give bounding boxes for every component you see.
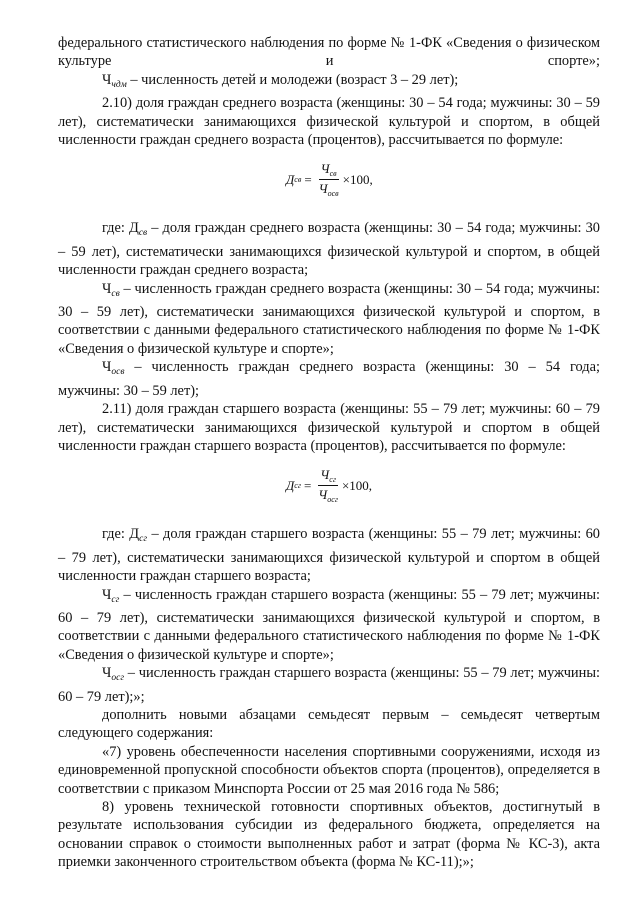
- formula-equals: =: [303, 477, 312, 493]
- symbol: Ч: [102, 359, 112, 376]
- symbol-subscript: осг: [111, 673, 125, 684]
- definition-text: – численность граждан старшего возраста (женщины: 55 – 79 лет; мужчины: 60 – 79 лет);»;: [58, 665, 600, 705]
- formula-denominator-subscript: осв: [327, 189, 339, 199]
- formula-equals: =: [304, 171, 312, 187]
- formula-senior-age: [58, 455, 600, 525]
- formula-numerator-subscript: сг: [329, 475, 336, 485]
- paragraph-text: «7) уровень обеспеченности населения спортивными сооружениями, исходя из единовременной пропускной способности объектов спорта (процентов), определяется в соответствии с приказом Минспорта России от 25 мая 2016 года № 586;: [58, 743, 600, 797]
- symbol: Ч: [102, 665, 112, 682]
- formula-multiplier: ×100,: [341, 477, 373, 493]
- formula-denominator: Ч: [318, 487, 328, 503]
- formula-fraction: [317, 161, 341, 198]
- document-page: [58, 34, 600, 872]
- symbol-subscript: сг: [111, 594, 120, 605]
- definition-text: – доля граждан среднего возраста (женщины: 30 – 54 года; мужчины: 30 – 59 лет), систематически занимающихся физической культурой и спортом, в общей численности граждан среднего возраста;: [58, 220, 600, 279]
- formula-denominator: Ч: [318, 181, 328, 197]
- symbol: где: Д: [102, 526, 140, 543]
- paragraph-text: 8) уровень технической готовности спортивных объектов, достигнутый в результате использования субсидии из федерального бюджета, определяется на основании справок о стоимости выполненных работ и затрат (форма № КС-3), акта приемки законченного строительством объекта (форма № КС-11);»;: [58, 799, 600, 871]
- definition-text: – доля граждан старшего возраста (женщины: 55 – 79 лет; мужчины: 60 – 79 лет), систематически занимающихся физической культурой и спортом в общей численности граждан старшего возраста;: [58, 526, 600, 585]
- formula-numerator-subscript: св: [329, 169, 337, 179]
- formula-lhs-subscript: сг: [294, 481, 301, 491]
- definition-text: – численность граждан старшего возраста (женщины: 55 – 79 лет; мужчины: 60 – 79 лет), систематически занимающихся физической культурой и спортом, в соответствии с данными федерального статистического наблюдения по форме № 1-ФК «Сведения о физической культуре и спорте»;: [58, 586, 600, 663]
- paragraph-definition-chosv: [58, 358, 600, 400]
- paragraph-text: 2.11) доля граждан старшего возраста (женщины: 55 – 79 лет; мужчины: 60 – 79 лет), систематически занимающихся физической культурой и спортом в общей численности граждан старшего возраста (процентов), рассчитывается по формуле:: [58, 401, 600, 454]
- definition-text: – численность детей и молодежи (возраст 3 – 29 лет);: [126, 71, 459, 88]
- paragraph-definition-dsv: [58, 219, 600, 279]
- formula-denominator-subscript: осг: [327, 495, 338, 505]
- paragraph-item-7: [58, 743, 600, 798]
- symbol-subscript: осв: [111, 367, 125, 378]
- formula-middle-age: [58, 149, 600, 219]
- formula-lhs: Д: [286, 477, 295, 493]
- symbol-subscript: чдм: [111, 79, 127, 90]
- symbol-subscript: св: [111, 288, 120, 299]
- paragraph-item-8: [58, 798, 600, 872]
- formula-fraction: [316, 467, 340, 504]
- paragraph-definition-chosg: [58, 664, 600, 706]
- paragraph-definition-dsg: [58, 525, 600, 585]
- symbol-subscript: св: [138, 228, 148, 239]
- paragraph-definition-chdm: [58, 71, 600, 94]
- symbol: где: Д: [102, 220, 139, 237]
- symbol-subscript: сг: [139, 534, 148, 545]
- paragraph-item-2-11: [58, 400, 600, 455]
- symbol: Ч: [102, 586, 112, 603]
- formula-numerator: Ч: [320, 467, 330, 483]
- paragraph-continuation: [58, 34, 600, 71]
- definition-text: – численность граждан среднего возраста (женщины: 30 – 54 года; мужчины: 30 – 59 лет);: [58, 359, 600, 399]
- paragraph-definition-chsg: [58, 586, 600, 665]
- paragraph-amendment-intro: [58, 706, 600, 743]
- paragraph-item-2-10: [58, 94, 600, 149]
- paragraph-text: 2.10) доля граждан среднего возраста (женщины: 30 – 54 года; мужчины: 30 – 59 лет), систематически занимающихся физической культурой и спортом, в общей численности граждан среднего возраста (процентов), рассчитывается по формуле:: [58, 95, 600, 149]
- formula-multiplier: ×100,: [342, 171, 373, 187]
- paragraph-text: дополнить новыми абзацами семьдесят первым – семьдесят четвертым следующего содержания:: [58, 706, 600, 742]
- definition-text: – численность граждан среднего возраста (женщины: 30 – 54 года; мужчины: 30 – 59 лет), систематически занимающихся физической культурой и спортом, в соответствии с данными федерального статистического наблюдения по форме № 1-ФК «Сведения о физической культуре и спорте»;: [58, 280, 600, 357]
- formula-lhs-subscript: св: [294, 175, 302, 185]
- symbol: Ч: [102, 71, 112, 88]
- paragraph-definition-chsv: [58, 280, 600, 359]
- formula-lhs: Д: [286, 171, 295, 187]
- symbol: Ч: [102, 280, 112, 297]
- formula-numerator: Ч: [320, 161, 330, 177]
- paragraph-text: федерального статистического наблюдения по форме № 1-ФК «Сведения о физическом культуре и спорте»;: [58, 35, 600, 70]
